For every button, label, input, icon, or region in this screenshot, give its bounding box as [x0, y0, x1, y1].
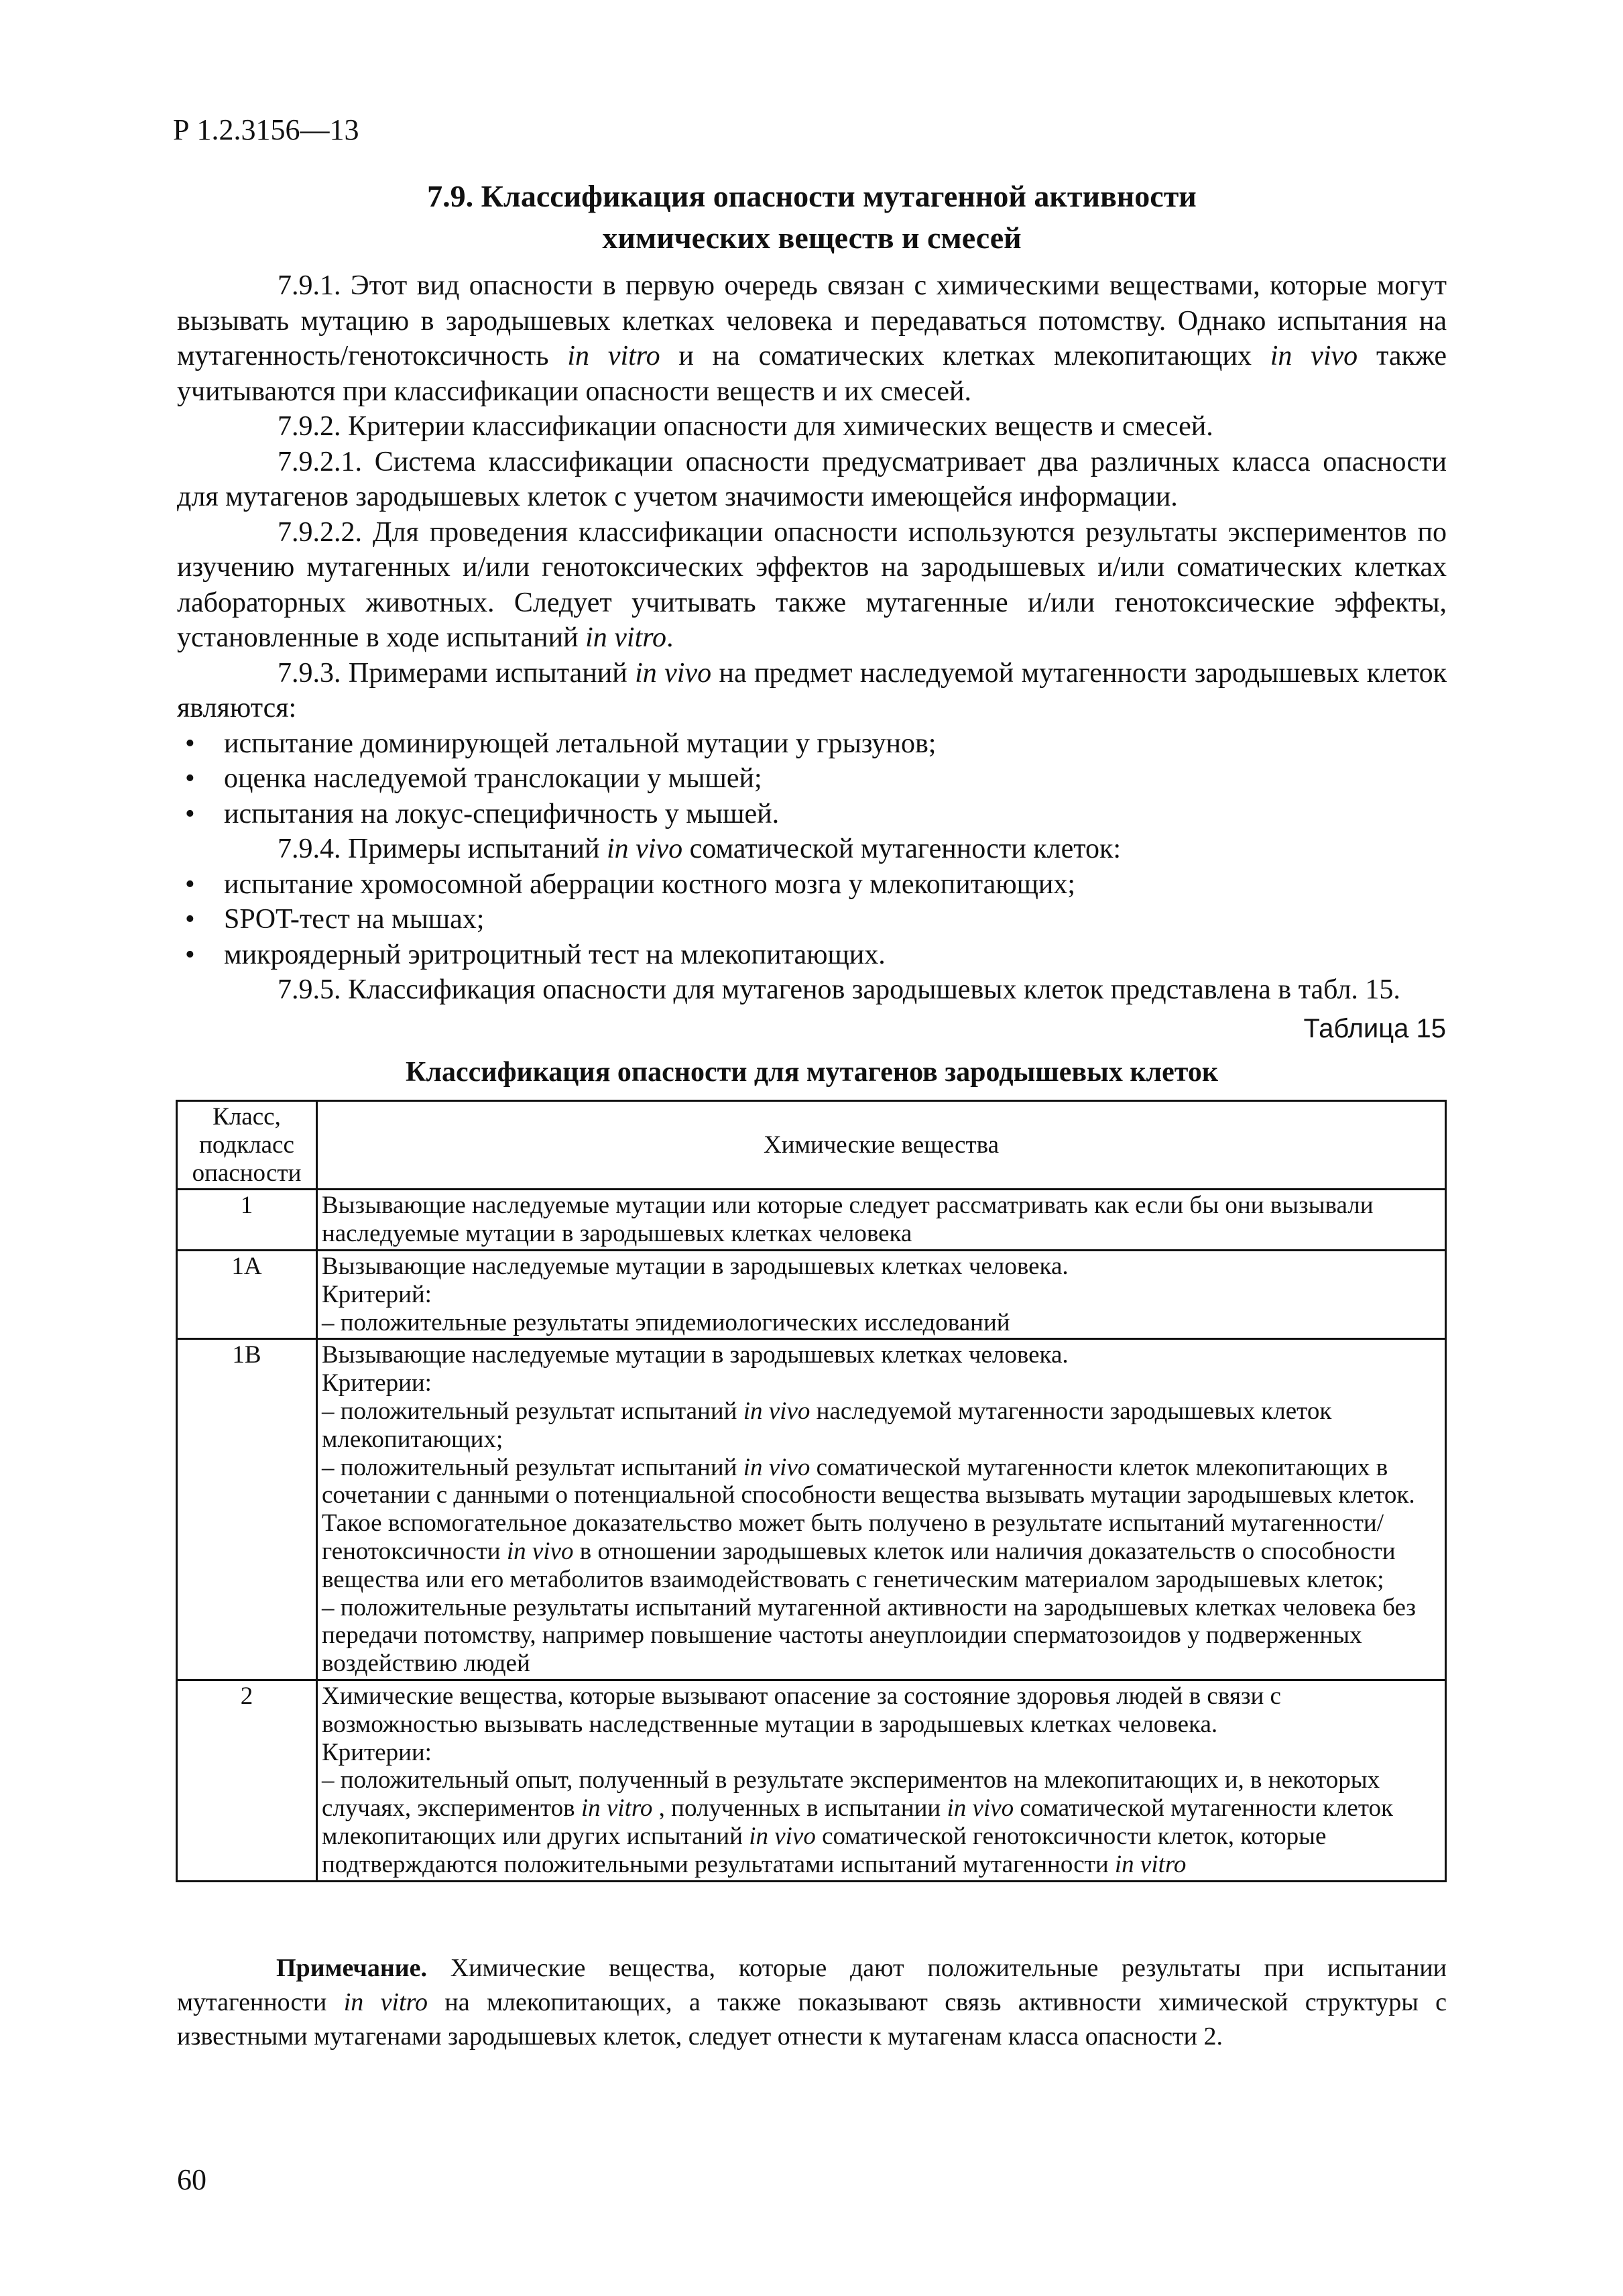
paragraph-7-9-2-2: 7.9.2.2. Для проведения классификации опасности используются результаты экспериментов по изучению мутагенных и/или генотоксических эффектов на зародышевых и/или соматических клетках лабораторных животных. Следует учитывать также мутагенные и/или генотоксические эффекты, установленные в ходе испытаний in vitro. [177, 516, 1447, 653]
header-class: Класс, подкласс опасности [177, 1101, 317, 1190]
paragraph-7-9-4: 7.9.4. Примеры испытаний in vivo соматической мутагенности клеток: [278, 834, 1122, 864]
list-item: • микроядерный эритроцитный тест на млекопитающих. [177, 937, 1447, 973]
class-cell: 2 [177, 1680, 317, 1881]
paragraph-7-9-2: 7.9.2. Критерии классификации опасности для химических веществ и смесей. [278, 411, 1213, 442]
section-title [178, 176, 1445, 259]
description-cell: Вызывающие наследуемые мутации в зародышевых клетках человека. Критерии: – положительный результат испытаний in vivo наследуемой мутагенности зародышевых клеток млекопитающих; – положительный результат испытаний in vivo соматической мутагенности клеток млекопитающих в сочетании с данными о потенциальной способности вещества вызывать мутации зародышевых клеток. Такое вспомогательное доказательство может быть получено в результате испытаний мутагенности/ генотоксичности in vivo в отношении зародышевых клеток или наличия доказательств о способности вещества или его метаболитов взаимодействовать с генетическим материалом зародышевых клеток; – положительные результаты испытаний мутагенной активности на зародышевых клетках человека без передачи потомству, например повышение частоты анеуплоидии сперматозоидов у подверженных воздействию людей [317, 1339, 1446, 1680]
table-title: Классификация опасности для мутагенов зародышевых клеток [405, 1057, 1219, 1088]
description-cell: Вызывающие наследуемые мутации или которые следует рассматривать как если бы они вызывали наследуемые мутации в зародышевых клетках человека [317, 1190, 1446, 1251]
table-label: Таблица 15 [1303, 1014, 1446, 1043]
germ-cell-test-list [177, 726, 1447, 832]
table-header-row [177, 1101, 1446, 1190]
bullet-icon: • [185, 939, 195, 970]
table-row [177, 1190, 1446, 1251]
criterion: – положительный результат испытаний in vivo соматической мутагенности клеток млекопитающих в сочетании с данными о потенциальной способности вещества вызывать мутации зародышевых клеток. Такое вспомогательное доказательство может быть получено в результате испытаний мутагенности/ генотоксичности in vivo в отношении зародышевых клеток или наличия доказательств о способности вещества или его метаболитов взаимодействовать с генетическим материалом зародышевых клеток; [322, 1453, 1415, 1593]
class-cell: 1 [177, 1190, 317, 1251]
bullet-icon: • [185, 763, 195, 794]
table-row [177, 1339, 1446, 1680]
paragraph-7-9-5: 7.9.5. Классификация опасности для мутагенов зародышевых клеток представлена в табл. 15. [278, 974, 1400, 1005]
class-cell: 1B [177, 1339, 317, 1680]
table-note: Примечание. Химические вещества, которые дают положительные результаты при испытании мутагенности in vitro на млекопитающих, а также показывают связь активности химической структуры с известными мутагенами зародышевых клеток, следует отнести к мутагенам класса опасности 2. [177, 1954, 1447, 2051]
list-item: • испытания на локус-специфичность у мышей. [177, 797, 1447, 832]
section-title-line-1: 7.9. Классификация опасности мутагенной активности [427, 179, 1197, 213]
bullet-icon: • [185, 904, 195, 935]
bullet-icon: • [185, 868, 195, 900]
criterion: – положительные результаты испытаний мутагенной активности на зародышевых клетках человека без передачи потомству, например повышение частоты анеуплоидии сперматозоидов у подверженных воздействию людей [322, 1593, 1416, 1678]
table-row [177, 1250, 1446, 1338]
paragraph-7-9-2-1: 7.9.2.1. Система классификации опасности предусматривает два различных класса опасности для мутагенов зародышевых клеток с учетом значимости имеющейся информации. [177, 446, 1447, 512]
somatic-test-list [177, 867, 1447, 973]
criterion: – положительный опыт, полученный в результате экспериментов на млекопитающих и, в некоторых случаях, экспериментов in vitro , полученных в испытании in vivo соматической мутагенности клеток млекопитающих или других испытаний in vivo соматической генотоксичности клеток, которые подтверждаются положительными результатами испытаний мутагенности in vitro [322, 1766, 1393, 1878]
bullet-icon: • [185, 798, 195, 829]
hazard-classification-table [176, 1100, 1447, 1882]
description-cell: Химические вещества, которые вызывают опасение за состояние здоровья людей в связи с возможностью вызывать наследственные мутации в зародышевых клетках человека. Критерии: – положительный опыт, полученный в результате экспериментов на млекопитающих и, в некоторых случаях, экспериментов in vitro , полученных в испытании in vivo соматической мутагенности клеток млекопитающих или других испытаний in vivo соматической генотоксичности клеток, которые подтверждаются положительными результатами испытаний мутагенности in vitro [317, 1680, 1446, 1881]
bullet-icon: • [185, 728, 195, 759]
class-cell: 1A [177, 1250, 317, 1338]
page-number: 60 [177, 2163, 206, 2196]
criterion: – положительный результат испытаний in vivo наследуемой мутагенности зародышевых клеток млекопитающих; [322, 1397, 1332, 1453]
paragraph-7-9-1: 7.9.1. Этот вид опасности в первую очередь связан с химическими веществами, которые могут вызывать мутацию в зародышевых клетках человека и передаваться потомству. Однако испытания на мутагенность/генотоксичность in vitro и на соматических клетках млекопитающих in vivo также учитываются при классификации опасности веществ и их смесей. [177, 270, 1447, 407]
list-item: • испытание доминирующей летальной мутации у грызунов; [177, 726, 1447, 762]
section-body [177, 268, 1447, 1008]
paragraph-7-9-3: 7.9.3. Примерами испытаний in vivo на предмет наследуемой мутагенности зародышевых клеток являются: [177, 657, 1447, 724]
list-item: • SPOT-тест на мышах; [177, 902, 1447, 937]
note-label: Примечание. [276, 1954, 427, 1982]
section-title-line-2: химических веществ и смесей [602, 221, 1022, 255]
list-item: • испытание хромосомной аберрации костного мозга у млекопитающих; [177, 867, 1447, 903]
description-cell: Вызывающие наследуемые мутации в зародышевых клетках человека. Критерий: – положительные результаты эпидемиологических исследований [317, 1250, 1446, 1338]
document-code: Р 1.2.3156—13 [173, 113, 359, 146]
table-row [177, 1680, 1446, 1881]
header-substances: Химические вещества [317, 1101, 1446, 1190]
list-item: • оценка наследуемой транслокации у мышей; [177, 761, 1447, 797]
